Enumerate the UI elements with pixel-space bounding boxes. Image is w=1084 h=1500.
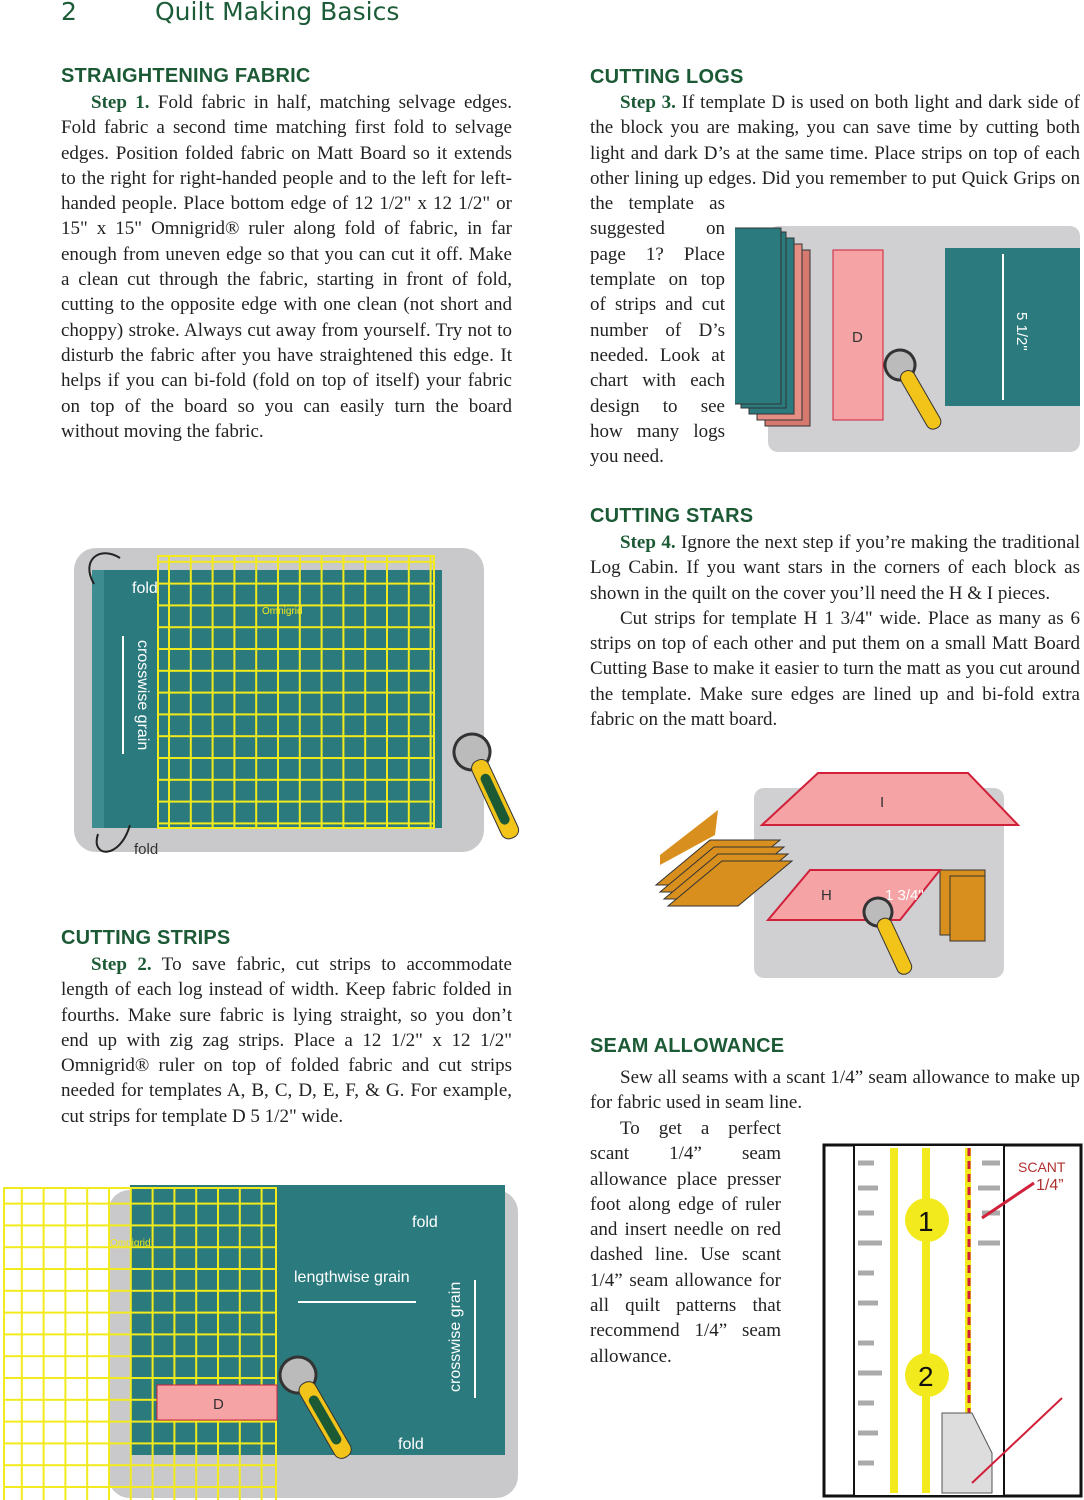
template-i: [762, 773, 1018, 825]
body: To save fabric, cut strips to accommodate length of each log instead of width. Keep fabric folded in fourths. Make sure fabric is lying straight, so you don’t end up with zig zag strips. Place a 12 1/2" x 12 1/2" Omnigrid® ruler on top of folded fabric and cut strips needed for templates A, B, C, D, E, F, & G. For example, cut strips for template D 5 1/2" wide.: [61, 954, 512, 1127]
body: Sew all seams with a scant 1/4” seam allowance to make up for fabric used in seam line.: [590, 1067, 1080, 1114]
strip-stack: [735, 228, 810, 426]
grain-label: crosswise grain: [134, 640, 151, 751]
straightening-illustration: [60, 540, 520, 870]
lengthwise-label: lengthwise grain: [294, 1269, 410, 1286]
measure-label: 1 3/4": [885, 887, 924, 904]
step-label: Step 4.: [620, 532, 676, 553]
fold-label: fold: [134, 841, 159, 858]
heading-seam: SEAM ALLOWANCE: [590, 1035, 785, 1057]
heading-straightening: STRAIGHTENING FABRIC: [61, 65, 311, 87]
page-number: 2: [61, 0, 77, 26]
body: To get a perfect scant 1/4” seam allowance place presser foot along edge of ruler and insert needle on red dashed line. Use scant 1/4” seam allowance for all quilt patterns that recommend 1/4” seam allowance.: [590, 1118, 781, 1367]
step-label: Step 3.: [620, 92, 676, 113]
marker-label: 1: [918, 1206, 934, 1237]
brand-label: Omnigrid: [262, 606, 303, 617]
ruler-grid: [4, 1188, 276, 1500]
template-label: D: [213, 1396, 224, 1413]
measure-label: 5 1/2": [1013, 312, 1030, 351]
strips-illustration: [0, 1160, 520, 1500]
seam-text1: [590, 1065, 1080, 1116]
heading-strips: CUTTING STRIPS: [61, 927, 231, 949]
stars-text: [590, 530, 1080, 732]
template-label: D: [852, 329, 863, 346]
marker-label: 2: [918, 1361, 934, 1392]
crosswise-label: crosswise grain: [447, 1281, 464, 1392]
body: Cut strips for template H 1 3/4" wide. Place as many as 6 strips on top of each other and put them on a small Matt Board Cutting Base to make it easier to turn the matt as you cut around the template. Make sure edges are lined up and bi-fold extra fabric on the matt board.: [590, 607, 1080, 731]
body: Fold fabric in half, matching selvage edges. Fold fabric a second time matching first fold to selvage edges. Position folded fabric on Matt Board so it extends to the right for right-handed people and to the left for left-handed people. Place bottom edge of 12 1/2" x 12 1/2" or 15" x 15" Omnigrid® ruler along fold of fabric, in far enough from uneven edge so that you can cut it off. Make a clean cut through the fabric, starting in front of fold, cutting to the opposite edge with one clean (not short and choppy) stroke. Always cut away from yourself. Try not to disturb the fabric after you have straightened this edge. It helps if you can bi-fold (fold on top of itself) your fabric on top of the board so you can easily turn the board without moving the fabric.: [61, 92, 512, 442]
logs-illustration: [735, 220, 1080, 452]
template-label: H: [821, 887, 832, 904]
fold-label: fold: [398, 1436, 424, 1453]
seam-illustration: [822, 1143, 1084, 1500]
step-label: Step 2.: [91, 954, 152, 975]
template-label: I: [880, 794, 885, 811]
body: Ignore the next step if you’re making the traditional Log Cabin. If you want stars in the corners of each block as shown in the quilt on the cover you’ll need the H & I pieces.: [590, 532, 1080, 604]
step-label: Step 1.: [91, 92, 150, 113]
stars-illustration: [650, 770, 1020, 980]
strips-text: [61, 952, 512, 1129]
logs-text: [590, 90, 1080, 469]
heading-logs: CUTTING LOGS: [590, 66, 744, 88]
body: If template D is used on both light and dark side of the block you are making, you can save time by cutting both light and dark D’s at the same time. Place strips on top of each other lining up edges. Did you remember to put Quick Grips on the template as suggested on page 1? Place template on top of strips and cut number of D’s needed. Look at chart with each design to see how many logs you need.: [590, 92, 1080, 468]
straightening-text: [61, 90, 512, 444]
scant-label: 1/4”: [1036, 1177, 1064, 1194]
heading-stars: CUTTING STARS: [590, 505, 754, 527]
fold-label: fold: [412, 1214, 438, 1231]
fold-label: fold: [132, 580, 158, 597]
scant-label: SCANT: [1018, 1159, 1066, 1175]
fabric: [945, 248, 1080, 406]
page-title: Quilt Making Basics: [155, 0, 400, 26]
ruler-grid: [158, 556, 434, 828]
brand-label: Omnigrid: [110, 1238, 151, 1249]
seam-text2: [590, 1116, 781, 1369]
